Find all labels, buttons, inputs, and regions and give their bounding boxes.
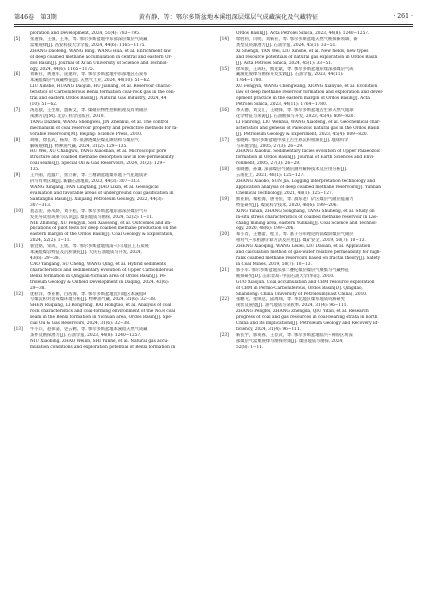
reference-line: application analysis of deep coalbed methane reservoirs[J]. Yunnan bbox=[236, 184, 381, 190]
reference-line: CAO Yangang, SU Cheng, WANG Qing, et al. Hybrid sediments bbox=[30, 261, 166, 267]
reference-entry bbox=[14, 108, 207, 138]
reference-number: [9] bbox=[14, 173, 21, 179]
reference-text bbox=[30, 108, 207, 138]
reference-number: [14] bbox=[220, 36, 229, 42]
reference-entry bbox=[14, 72, 207, 108]
reference-line: WANG Xingang, FAN Lingtang, JIAO Lixin, et al. Geological bbox=[30, 184, 159, 190]
reference-text bbox=[236, 333, 413, 351]
reference-text bbox=[30, 173, 207, 209]
reference-number: [16] bbox=[220, 107, 229, 113]
reference-line: 与环境学报, 2005, 27(3): 26−29. bbox=[236, 143, 304, 149]
reference-line: (10): 51−62. bbox=[30, 102, 58, 108]
reference-line: ZHANG Daofeng, WANG Bing, WANG Hua, et al. Enrichment law bbox=[30, 48, 172, 54]
reference-entry bbox=[220, 67, 413, 108]
reference-line: 李天德，刘文汇，王晓锋，等. 鄂尔多斯盆地古生界天然气地球 bbox=[236, 107, 354, 113]
reference-number: [17] bbox=[220, 137, 229, 143]
journal-volume-issue: 第46卷 第3期 bbox=[14, 13, 57, 21]
reference-entry bbox=[14, 173, 207, 209]
reference-entry bbox=[220, 268, 413, 298]
reference-line: 勘探研究[D]. 山东青岛: 中国石油大学(华东), 2010. bbox=[236, 273, 335, 279]
reference-line: of deep coalbed methane accumulation in central and eastern Or- bbox=[30, 54, 172, 60]
reference-number: [10] bbox=[14, 208, 23, 214]
reference-line: ronment, 2005, 27(3): 26−29. bbox=[236, 161, 301, 167]
reference-line: 席胜利，闫明，刘新社，等. 鄂尔多斯盆地天然气勘探新领域、新 bbox=[236, 36, 358, 42]
reference-line: GUO Xiaojun. Coal accumulation and CBM resource exploration bbox=[236, 279, 375, 285]
reference-line: evaluation and favorable areas of underground coal gasification in bbox=[30, 190, 174, 196]
running-header bbox=[14, 9, 413, 23]
reference-line: 郑小青，王德蕾，程卫，等. 基于分形理论的高煤阶煤层气储层 bbox=[236, 232, 354, 238]
reference-entry bbox=[220, 333, 413, 351]
reference-line: rock characteristics and coal-forming environment of the No.8 coal bbox=[30, 309, 176, 315]
reference-number: [21] bbox=[220, 267, 229, 273]
reference-line: and resource potentials of natural gas exploration in Ordos Basin bbox=[236, 54, 378, 60]
reference-line: ogy, 2020, 48(6): 199−206. bbox=[236, 226, 295, 232]
reference-line: and calculation method of gas-water relative permeability for high- bbox=[236, 250, 381, 256]
reference-line: 相对气−水相渗计算方法及应用[J]. 煤矿安全, 2019, 50(7): 10−13. bbox=[236, 238, 366, 244]
reference-line: troleum Geology & Oilfield Development in Daqing, 2024, 43(6): bbox=[30, 279, 170, 285]
reference-line: 类型及资源潜力[J]. 石油学报, 2024, 45(1): 33−51. bbox=[236, 42, 337, 48]
reference-line: structure and coalbed methane desorption law in low-permeability bbox=[30, 155, 175, 161]
reference-text bbox=[30, 244, 207, 291]
reference-line: ZHANG Xiaohui. Sedimentary facies evolution of Upper Palaeozoic bbox=[236, 149, 381, 155]
reference-entry bbox=[220, 108, 413, 138]
reference-number: [19] bbox=[220, 196, 229, 202]
reference-line: Petrolei Sinica, 2023, 44(11): 1764−1780. bbox=[236, 102, 328, 108]
reference-line: 刘新社，黄道军，虎建玲，等. 鄂尔多斯盆地中东部地区石炭系 bbox=[30, 72, 148, 78]
reference-text bbox=[30, 209, 207, 245]
reference-line: ficiency, 2024, 31(4): 96−111. bbox=[236, 327, 301, 333]
reference-line: Chemical Technology, 2021, 48(1): 125−127. bbox=[236, 190, 333, 196]
reference-text bbox=[236, 67, 413, 108]
reference-text bbox=[30, 72, 207, 108]
reference-number: [15] bbox=[220, 66, 229, 72]
reference-line: 发先导试验成果与认识[J]. 煤田地质与勘探, 2024, 52(2): 1−11. bbox=[30, 214, 154, 220]
reference-number: [12] bbox=[14, 291, 23, 297]
reference-line: vorable reservoirs[M]. Beijing: Science Press, 2010. bbox=[30, 131, 143, 137]
reference-line: 307−313. bbox=[30, 202, 52, 208]
reference-number: [8] bbox=[14, 137, 21, 143]
reference-line: 号煤沉积对话成煤环境分析[J]. 特种油气藏, 2024, 31(6): 32−38. bbox=[30, 297, 157, 303]
reference-line: 52(8): 1−11. bbox=[236, 344, 264, 350]
reference-line: NIU Xiaobing, ZHAO Weilin, SHI Yunhe, et al. Natural gas accu- bbox=[30, 338, 169, 344]
reference-line: 聂志宏，孙凤龄，刘小松，等. 鄂尔多斯盆地东部深层煤层气开 bbox=[30, 208, 148, 214]
reference-number: [13] bbox=[14, 327, 23, 333]
reference-text bbox=[30, 292, 207, 328]
reference-line: HU Wei, XU Changwu, YANG Xiaoshan, et al. Microscopic pore bbox=[30, 149, 167, 155]
reference-line: formation in Ordos Basin[J]. Journal of Earth Sciences and Envi- bbox=[236, 155, 375, 161]
reference-line: mulation conditions and exploration potential of Benxi formation in bbox=[30, 344, 176, 350]
reference-number: [22] bbox=[220, 297, 229, 303]
reference-line: 优粒洋，李亚彬，白西海，等. 鄂尔多斯盆地宜川地区本溪组8 bbox=[30, 291, 146, 297]
reference-entry bbox=[14, 292, 207, 328]
reference-line: 徐凤银，王成旺，熊先斌，等. 鄂尔多斯盆地东缘深部煤层气成 bbox=[236, 66, 354, 72]
reference-line: rank coalbed methane reservoirs based on fractal theory[J]. Safety bbox=[236, 256, 381, 262]
reference-line: coal seams[J]. Special Oil & Gas Reservoirs, 2024, 31(2): 129− bbox=[30, 161, 166, 167]
reference-line: 云南化工, 2021, 48(1): 125−127. bbox=[236, 173, 305, 179]
reference-line: 现状及展望[J]. 油气地质与采收率, 2024, 31(4): 96−111. bbox=[236, 303, 348, 309]
reference-line: of CBM in Permo-Carboniferous, Ordos Basin[D]. Qingdao, bbox=[236, 285, 363, 291]
reference-line: 部煤层气富集规律与勘探对策[J]. 煤田地质与勘探, 2024, bbox=[236, 338, 344, 344]
reference-entry bbox=[14, 37, 207, 73]
reference-line: in Coal Mines, 2019, 50(7): 10−13. bbox=[236, 261, 312, 267]
reference-entry bbox=[14, 138, 207, 174]
reference-line: progress of coal and gas resources in coal-bearing strata in north bbox=[236, 315, 378, 321]
reference-line: 条件及勘探潜力[J]. 石油学报, 2023, 44(8): 1240−1257. bbox=[30, 333, 142, 339]
reference-line: eastern margin of the Ordos Basin[J]. Coal Geology & Exploration, bbox=[30, 232, 174, 238]
reference-line: ZHANG Pengfei, ZHANG Zhengda, QIU Yifan, et al. Research bbox=[236, 309, 369, 315]
reference-line: 张晓德，孙谦. 深部煤层气储层测井解释技术及应用分析[J]. bbox=[236, 167, 348, 173]
reference-line: 胡维，徐长武，杨寿，等. 低渗透煤层煤孔隙结构与煤层气 bbox=[30, 137, 139, 143]
reference-line: XI Shengli, YAN Wei, LIU Xinshe, et al. New fields, new types bbox=[236, 48, 369, 54]
reference-line: 张晓辉. 鄂尔多斯盆地中部上古生界沉积相演化[J]. 地球科学 bbox=[236, 137, 349, 143]
reference-line: mechanism of coal reservoir property and predictive methods for fa- bbox=[30, 125, 178, 131]
reference-entry bbox=[220, 167, 413, 197]
reference-line: 张道锋，王强，王华，等. 鄂尔多斯盆地中东部深层煤层气成藏 bbox=[30, 36, 148, 42]
reference-entry bbox=[220, 297, 413, 333]
reference-line: ZHENG Xiaoqing, WANG Leilei, LIU Daoian, et al. Application bbox=[236, 244, 371, 250]
reference-line: Santanghu Basin[J]. Xinjiang Petroleum Geology, 2022, 44(3): bbox=[30, 196, 164, 202]
reference-column-right bbox=[220, 31, 413, 591]
reference-line: opment practice in the eastern margin of Ordos Basin[J]. Acta bbox=[236, 96, 370, 102]
reference-line: Ordos Basin[J]. Acta Petrolei Sinica, 2023, 44(8): 1240−1257. bbox=[236, 31, 370, 36]
reference-entry bbox=[14, 244, 207, 291]
reference-line: cial Oil & Gas Reservoirs, 2024, 31(6): 32−38. bbox=[30, 321, 131, 327]
reference-line: 解吸规律[J]. 特种油气藏, 2024, 31(2): 129−135. bbox=[30, 143, 128, 149]
reference-line: 郭小军. 鄂尔多斯盆地东部二叠纪煤层煤层气聚集与气藏特征 bbox=[236, 267, 350, 273]
reference-line: ogy, 2024, 44(6): 1165−1175. bbox=[30, 66, 95, 72]
reference-line: law of deep methane reservoir formation and exploration and devel- bbox=[236, 90, 384, 96]
reference-number: [11] bbox=[14, 244, 23, 250]
reference-line: chang mining area, eastern Yunnan[J]. Coal Science and Technol- bbox=[236, 220, 378, 226]
reference-line: [J]. Petroleum Geology & Experiment, 2023, 45(4): 809−820. bbox=[236, 131, 368, 137]
reference-text bbox=[236, 167, 413, 197]
reference-line: XING Yanan, ZHANG Songhang, TANG Shuheng, et al. Study on bbox=[236, 208, 375, 214]
reference-number: [23] bbox=[220, 333, 229, 339]
reference-line: dos Basin[J]. Journal of Xi'an University of Science and Technol- bbox=[30, 60, 168, 66]
reference-line: 曹宜铭，宋成，王欣，等. 鄂尔多斯盆地钱清-可可地区上石炭统 bbox=[30, 244, 149, 250]
reference-line: 2024, 52(2): 1−11. bbox=[30, 238, 71, 244]
reference-text bbox=[236, 297, 413, 333]
reference-text bbox=[236, 37, 413, 67]
reference-line: tral and eastern Ordos Basin[J]. Natural Gas Industry, 2024, 44 bbox=[30, 96, 167, 102]
reference-line: plications of pilot tests for deep coalbed methane production on the bbox=[30, 226, 177, 232]
reference-line: 135. bbox=[30, 167, 40, 173]
reference-text bbox=[30, 138, 207, 174]
running-title: 黄有静，等：鄂尔多斯盆地本溪组深层煤层气成藏演化及气藏特征 bbox=[138, 13, 319, 21]
reference-entry bbox=[14, 327, 207, 351]
reference-line: characteristics and sedimentary evolution of Upper Carboniferous bbox=[30, 267, 174, 273]
reference-line: China and its implications[J]. Petroleum Geology and Recovery Ef- bbox=[236, 321, 379, 327]
reference-line: acteristics and genesis of Paleozoic natural gas in the Ordos Basin bbox=[236, 125, 380, 131]
reference-entry bbox=[220, 37, 413, 67]
reference-line: LIU Xinshe, HUANG Daojun, HU Jianling, et al. Reservoir charac- bbox=[30, 84, 172, 90]
reference-text bbox=[236, 232, 413, 268]
reference-number: [7] bbox=[14, 107, 21, 113]
reference-line: [J]. Acta Petrolei Sinica, 2024, 45(1): 33−51. bbox=[236, 60, 333, 66]
reference-line: 本溪组煤层气成藏特征[J]. 天然气工业, 2024, 44(10): 51−62. bbox=[30, 78, 151, 84]
reference-text bbox=[236, 138, 413, 168]
reference-text bbox=[30, 37, 207, 73]
reference-line: 本溪组煤岩特征及沉积演化[J]. 大庆石油地质与开发, 2024, bbox=[30, 250, 142, 256]
reference-line: XU Fengyin, WANG Chengwang, XIONG Xianyue, et al. Evolution bbox=[236, 84, 378, 90]
header-rule-thin bbox=[14, 26, 413, 27]
reference-line: NIE Zhihong, XU Fengyin, SHI Xiaosong, et al. Outcomes and im- bbox=[30, 220, 172, 226]
reference-line: 汤达祯，王生维，盛新文，等. 煤储层物性控制机理及有利储层 bbox=[30, 107, 148, 113]
reference-text bbox=[236, 268, 413, 298]
reference-text bbox=[236, 197, 413, 233]
reference-line: 43(6): 29−38. bbox=[30, 256, 60, 262]
reference-line: Benxi formation in Qingjian-Yichuan area of Ordos Basin[J]. Pe- bbox=[30, 273, 167, 279]
reference-line: 牛小兵，赵伟清，史云鹤，等. 鄂尔多斯盆地本溪组天然气成藏 bbox=[30, 327, 148, 333]
reference-number: [5] bbox=[14, 36, 21, 42]
reference-number: [6] bbox=[14, 72, 21, 78]
reference-line: 熊亚娟，秦松海，唐书恒，等. 滇东老厂矿区煤层气储层能量力 bbox=[236, 196, 354, 202]
reference-line: in-situ stress characteristics of coalbed methane reservoir in Lao- bbox=[236, 214, 378, 220]
reference-line: 化学特征与来源[J]. 石油勘探与开发, 2023, 45(4): 809−820. bbox=[236, 113, 355, 119]
reference-line: ZHANG Xiaobo, SUN Jia. Logging interpretation technology and bbox=[236, 179, 376, 185]
reference-line: 1764−1780. bbox=[236, 78, 263, 84]
reference-line: 藏演化规律与勘探开发实践[J]. 石油学报, 2023, 44(11): bbox=[236, 72, 344, 78]
reference-number: [20] bbox=[220, 232, 229, 238]
reference-column-left bbox=[14, 31, 207, 591]
reference-entry bbox=[220, 138, 413, 168]
reference-text bbox=[30, 327, 207, 351]
reference-entry bbox=[14, 209, 207, 245]
reference-line: 王兴刚，范露广，焦立新，等. 三塘湖盆地煤系地下气化地质评 bbox=[30, 173, 148, 179]
reference-line: 富集规律[J]. 西安科技大学学报, 2024, 44(6): 1165−1175. bbox=[30, 42, 146, 48]
page-number: · 261 · bbox=[393, 12, 413, 20]
reference-line: 张鹏飞，张师达，邱海翔，等. 华北地区煤系地质资源研究 bbox=[236, 297, 345, 303]
reference-line: 预测方法[M]. 北京: 科学出版社, 2010. bbox=[30, 113, 105, 119]
reference-line: 新长宇，郭英春，王存武，等. 鄂尔多斯盆地临兴−神府区块深 bbox=[236, 333, 353, 339]
reference-text bbox=[236, 108, 413, 138]
reference-entry bbox=[220, 197, 413, 233]
reference-line: 价与有利区域[J]. 新疆石油地质, 2023, 44(3): 307−313. bbox=[30, 179, 141, 185]
reference-line: seam in the Benxi formation in Yichuan area, Ordos Basin[J]. Spe- bbox=[30, 315, 173, 321]
reference-entry bbox=[220, 232, 413, 268]
reference-line: 特征研究[J]. 煤炭科学技术, 2020, 48(6): 199−206. bbox=[236, 202, 338, 208]
reference-number: [18] bbox=[220, 167, 229, 173]
reference-line: Shandong: China University of Petroleum(East China), 2010. bbox=[236, 291, 368, 297]
reference-line: TANG Dazhen, WANG Shengwei, JIN Zhenkui, et al. The control bbox=[30, 119, 169, 125]
reference-line: teristics of Carboniferous Benxi formation coal-rock gas in the cen- bbox=[30, 90, 176, 96]
reference-line: LI Fanrong, LIU Wenhui, WANG Xiaofeng, et al. Geochemical char- bbox=[236, 119, 381, 125]
reference-line: ploration and Development, 2024, 51(4): 783−795. bbox=[30, 31, 141, 36]
reference-line: 29−38. bbox=[30, 285, 46, 291]
reference-line: SHEN Ruqiang, LI Rongrong, BAI Hongtao, et al. Analysis of coal bbox=[30, 303, 172, 309]
